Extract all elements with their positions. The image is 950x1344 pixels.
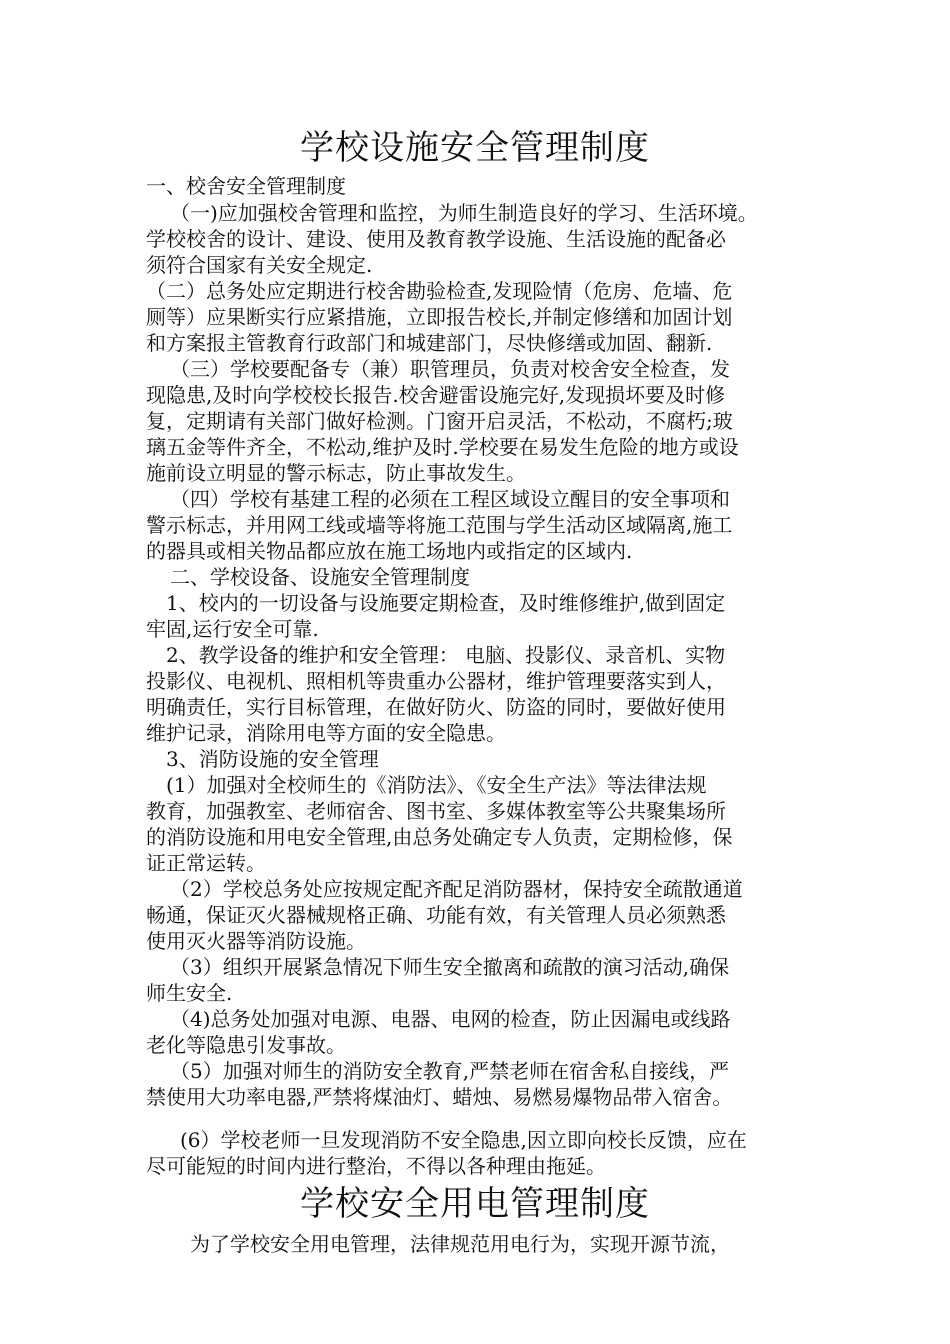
paragraph-line: 牢固,运行安全可靠.	[146, 617, 319, 641]
paragraph-line: 师生安全.	[146, 981, 233, 1005]
paragraph-line: 1、校内的一切设备与设施要定期检查，及时维修维护,做到固定	[166, 591, 726, 615]
paragraph-line: 畅通，保证灭火器械规格正确、功能有效，有关管理人员必须熟悉	[146, 903, 726, 927]
paragraph-line: 禁使用大功率电器,严禁将煤油灯、蜡烛、易燃易爆物品带入宿舍。	[146, 1085, 733, 1109]
paragraph-line: 施前设立明显的警示标志，防止事故发生。	[146, 461, 526, 485]
paragraph-line: 的消防设施和用电安全管理,由总务处确定专人负责，定期检修，保	[146, 825, 733, 849]
paragraph-line: 厕等）应果断实行应紧措施，立即报告校长,并制定修缮和加固计划	[146, 305, 733, 329]
paragraph-line: 的器具或相关物品都应放在施工场地内或指定的区域内.	[146, 539, 633, 563]
paragraph-line: （四）学校有基建工程的必须在工程区域设立醒目的安全事项和	[170, 487, 730, 511]
paragraph-line: （一)应加强校舍管理和监控，为师生制造良好的学习、生活环境。	[170, 201, 758, 225]
paragraph-line: 须符合国家有关安全规定.	[146, 253, 373, 277]
paragraph-line: (6）学校老师一旦发现消防不安全隐患,因立即向校长反馈，应在	[180, 1128, 747, 1152]
paragraph-line: （4)总务处加强对电源、电器、电网的检查，防止因漏电或线路	[170, 1007, 731, 1031]
paragraph-line: 老化等隐患引发事故。	[146, 1033, 346, 1057]
section-heading-1: 一、校舍安全管理制度	[146, 174, 346, 198]
paragraph-line: 复，定期请有关部门做好检测。门窗开启灵活，不松动，不腐朽;玻	[146, 409, 733, 433]
paragraph-line: 投影仪、电视机、照相机等贵重办公器材，维护管理要落实到人，	[146, 669, 726, 693]
document-title: 学校设施安全管理制度	[300, 128, 650, 168]
paragraph-line: 2、教学设备的维护和安全管理： 电脑、投影仪、录音机、实物	[166, 643, 726, 667]
paragraph-line: （5）加强对师生的消防安全教育,严禁老师在宿舍私自接线，严	[170, 1059, 730, 1083]
paragraph-line: 学校校舍的设计、建设、使用及教育教学设施、生活设施的配备必	[146, 227, 726, 251]
paragraph-line: 尽可能短的时间内进行整治，不得以各种理由拖延。	[146, 1154, 606, 1178]
paragraph-line: 璃五金等件齐全，不松动,维护及时.学校要在易发生危险的地方或设	[146, 435, 739, 459]
paragraph-line: 教育，加强教室、老师宿舍、图书室、多媒体教室等公共聚集场所	[146, 799, 726, 823]
paragraph-line: （2）学校总务处应按规定配齐配足消防器材，保持安全疏散通道	[170, 877, 743, 901]
intro-paragraph: 为了学校安全用电管理，法律规范用电行为，实现开源节流，	[190, 1232, 730, 1256]
paragraph-line: （3）组织开展紧急情况下师生安全撤离和疏散的演习活动,确保	[170, 955, 730, 979]
section-heading-2: 二、学校设备、设施安全管理制度	[170, 565, 470, 589]
paragraph-line: 现隐患,及时向学校校长报告.校舍避雷设施完好,发现损坏要及时修	[146, 383, 726, 407]
paragraph-line: 和方案报主管教育行政部门和城建部门，尽快修缮或加固、翻新.	[146, 331, 713, 355]
paragraph-line: 维护记录，消除用电等方面的安全隐患。	[146, 721, 506, 745]
paragraph-line: 证正常运转。	[146, 851, 266, 875]
paragraph-line: （二）总务处应定期进行校舍勘验检查,发现险情（危房、危墙、危	[146, 279, 733, 303]
paragraph-line: 使用灭火器等消防设施。	[146, 929, 366, 953]
paragraph-line: 明确责任，实行目标管理，在做好防火、防盗的同时，要做好使用	[146, 695, 726, 719]
paragraph-line: （三）学校要配备专（兼）职管理员，负责对校舍安全检查，发	[170, 357, 730, 381]
paragraph-line: (1）加强对全校师生的《消防法》、《安全生产法》等法律法规	[166, 773, 707, 797]
paragraph-line: 警示标志，并用网工线或墙等将施工范围与学生活动区域隔离,施工	[146, 513, 733, 537]
subsection-heading: 3、消防设施的安全管理	[166, 747, 379, 771]
document-title-2: 学校安全用电管理制度	[300, 1184, 650, 1224]
